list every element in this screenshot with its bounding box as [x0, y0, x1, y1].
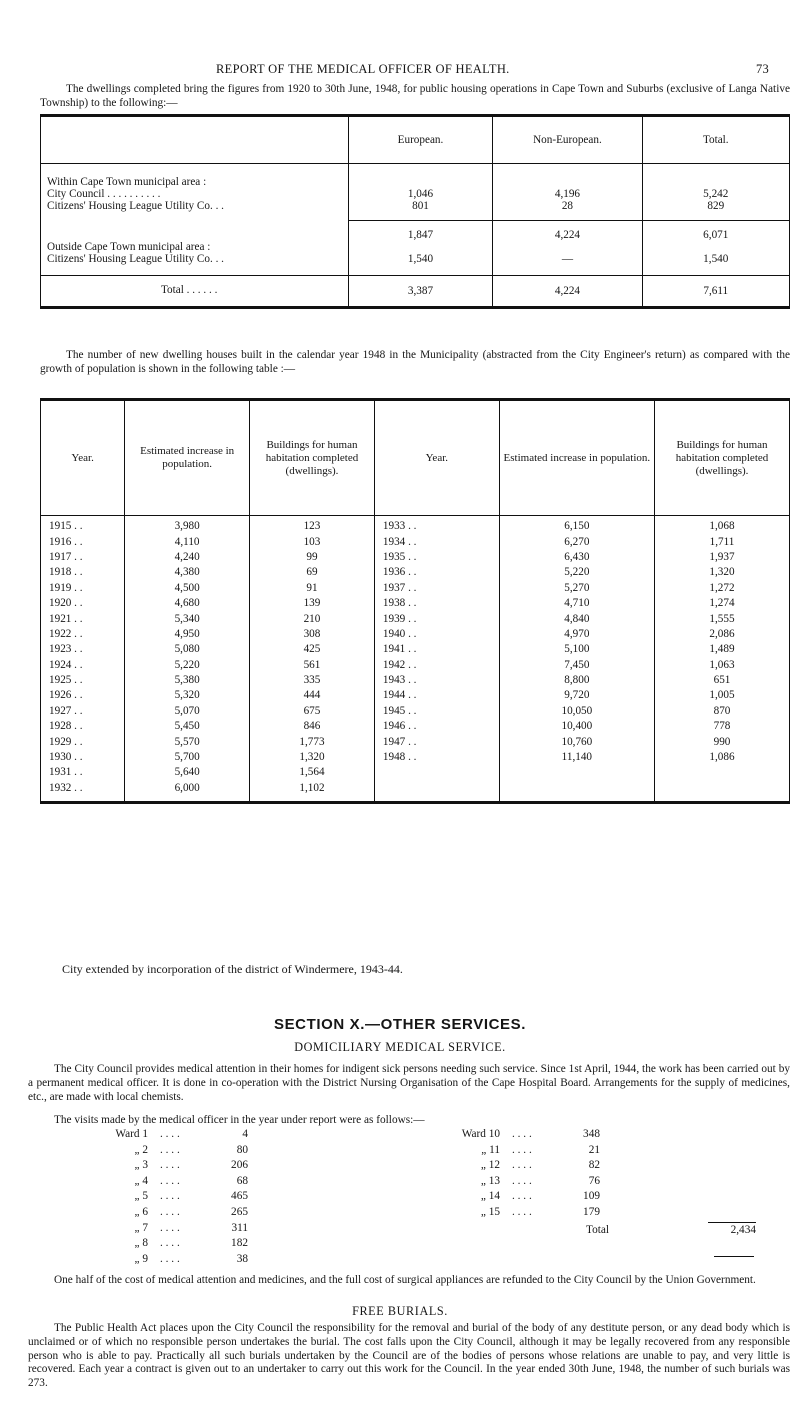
ward-label: „ 5: [134, 1190, 148, 1203]
row-label: Citizens' Housing League Utility Co. . .: [47, 200, 224, 213]
list-item: [88, 1205, 248, 1221]
value-cell: 5,320: [125, 688, 250, 703]
list-item: [440, 1174, 600, 1190]
table-row: [41, 658, 790, 673]
ward-value: 465: [231, 1190, 248, 1203]
table-row: [41, 253, 790, 276]
list-item: [88, 1127, 248, 1143]
ward-value: 182: [231, 1237, 248, 1250]
list-item: [440, 1158, 600, 1174]
value-cell: 5,450: [125, 719, 250, 734]
year-cell: 1930 . .: [49, 751, 83, 764]
value-cell: [499, 765, 654, 780]
cell: 7,611: [642, 276, 789, 308]
col-european: European.: [348, 116, 493, 164]
leader-dots: . . . .: [512, 1174, 532, 1187]
list-item: [88, 1143, 248, 1159]
year-cell: 1927 . .: [49, 704, 83, 717]
value-cell: 103: [250, 534, 375, 549]
value-cell: 651: [654, 673, 789, 688]
cell: 28: [493, 200, 642, 221]
subsection-domiciliary: DOMICILIARY MEDICAL SERVICE.: [294, 1040, 506, 1054]
year-cell: 1942 . .: [374, 658, 499, 673]
table-row: [41, 719, 790, 734]
list-item: [440, 1205, 600, 1221]
value-cell: 1,564: [250, 765, 375, 780]
list-item: [440, 1143, 600, 1159]
table-row: [41, 611, 790, 626]
section-title: SECTION X.—OTHER SERVICES.: [273, 1016, 527, 1033]
value-cell: 1,005: [654, 688, 789, 703]
subsection-free-burials: FREE BURIALS.: [352, 1304, 448, 1318]
value-cell: 3,980: [125, 516, 250, 535]
value-cell: 5,220: [499, 565, 654, 580]
value-cell: 5,080: [125, 642, 250, 657]
leader-dots: . . . .: [512, 1128, 532, 1140]
domiciliary-paragraph: The City Council provides medical attention in their homes for indigent sick persons needing such service. Since 1st April, 1944, the work has been carried out by a permanent medical officer. It is done in co-operation with the District Nursing Organisation of the Cape Hospital Board. Arrangements for the supply of medicines, etc., are made with local chemists.: [28, 1063, 790, 1104]
leader-dots: . . . .: [160, 1221, 180, 1234]
cell: 1,847: [348, 221, 493, 242]
leader-dots: . . . .: [160, 1159, 180, 1172]
value-cell: 4,500: [125, 581, 250, 596]
list-item: [88, 1158, 248, 1174]
year-cell: 1929 . .: [49, 735, 83, 748]
public-housing-table: [40, 114, 790, 309]
value-cell: 1,489: [654, 642, 789, 657]
col-increase-2: Estimated increase in population.: [499, 400, 654, 516]
ward-label: Ward 10: [461, 1128, 500, 1140]
ward-value: 68: [236, 1174, 248, 1187]
table-row: [41, 565, 790, 580]
cell: 801: [348, 200, 493, 221]
cell: 4,196: [493, 188, 642, 200]
table-row: [41, 765, 790, 780]
year-cell: 1922 . .: [49, 627, 83, 640]
list-item: [88, 1221, 248, 1237]
value-cell: 10,050: [499, 704, 654, 719]
leader-dots: . . . .: [160, 1174, 180, 1187]
year-cell: 1926 . .: [49, 689, 83, 702]
ward-label: „ 13: [480, 1174, 500, 1187]
ward-value: 179: [583, 1205, 600, 1218]
row-label: City Council . . . . . . . . . .: [47, 188, 161, 200]
value-cell: 1,068: [654, 516, 789, 535]
year-cell: 1934 . .: [374, 534, 499, 549]
ward-value: 311: [231, 1221, 248, 1234]
wards-right-list: [440, 1127, 600, 1221]
col-year: Year.: [41, 400, 125, 516]
value-cell: 335: [250, 673, 375, 688]
ward-value: 4: [242, 1128, 248, 1140]
value-cell: 675: [250, 704, 375, 719]
value-cell: 1,102: [250, 781, 375, 803]
list-item: [88, 1236, 248, 1252]
year-cell: 1916 . .: [49, 535, 83, 548]
value-cell: 5,640: [125, 765, 250, 780]
value-cell: 5,340: [125, 611, 250, 626]
value-cell: 8,800: [499, 673, 654, 688]
ward-label: „ 3: [134, 1159, 148, 1172]
burials-paragraph: The Public Health Act places upon the City Council the responsibility for the removal and burial of the body of any destitute person, or any dead body which is unclaimed or of which no responsible person undertakes the burial. The cost falls upon the City Council, although it may be legally recovered from any responsible person who is able to pay. Practically all such burials undertaken by the Council are of the bodies of persons whose relations are unable to pay, and very little is recovered. Each year a contract is given out to an undertaker to carry out this work for the Council. In the year ended 30th June, 1948, the number of such burials was 273.: [28, 1322, 790, 1390]
year-cell: 1941 . .: [374, 642, 499, 657]
visits-intro: The visits made by the medical officer in the year under report were as follows:—: [54, 1114, 425, 1126]
value-cell: 425: [250, 642, 375, 657]
value-cell: 4,840: [499, 611, 654, 626]
value-cell: 1,063: [654, 658, 789, 673]
cell: 4,224: [493, 276, 642, 308]
second-paragraph: The number of new dwelling houses built in the calendar year 1948 in the Municipality (abstracted from the City Engineer's return) as compared with the growth of population is shown in the following table :—: [40, 349, 790, 376]
cell: 829: [642, 200, 789, 221]
col-year-2: Year.: [374, 400, 499, 516]
total-rule: [708, 1222, 756, 1223]
table-row: [41, 642, 790, 657]
year-cell: 1948 . .: [374, 750, 499, 765]
year-cell: [374, 765, 499, 780]
ward-label: „ 2: [134, 1143, 148, 1156]
value-cell: 123: [250, 516, 375, 535]
within-heading: Within Cape Town municipal area :: [47, 176, 207, 188]
value-cell: 4,680: [125, 596, 250, 611]
table-row: [41, 596, 790, 611]
table-header-row: [41, 400, 790, 516]
ward-label: „ 11: [481, 1143, 500, 1156]
value-cell: 6,000: [125, 781, 250, 803]
year-cell: 1945 . .: [374, 704, 499, 719]
ward-value: 265: [231, 1205, 248, 1218]
value-cell: 561: [250, 658, 375, 673]
leader-dots: . . . .: [512, 1143, 532, 1156]
col-buildings-2: Buildings for human habitation completed (dwellings).: [654, 400, 789, 516]
year-cell: 1931 . .: [49, 766, 83, 779]
year-cell: 1938 . .: [374, 596, 499, 611]
year-cell: 1918 . .: [49, 566, 83, 579]
table-header-row: [41, 116, 790, 164]
table-row: [41, 781, 790, 803]
col-increase: Estimated increase in population.: [125, 400, 250, 516]
value-cell: 210: [250, 611, 375, 626]
page-number: 73: [756, 62, 770, 76]
value-cell: 1,086: [654, 750, 789, 765]
total-label: Total . . . . . .: [41, 276, 349, 308]
value-cell: 4,110: [125, 534, 250, 549]
table-row: [41, 750, 790, 765]
leader-dots: . . . .: [160, 1190, 180, 1203]
year-cell: 1915 . .: [49, 520, 83, 533]
value-cell: 870: [654, 704, 789, 719]
value-cell: 4,970: [499, 627, 654, 642]
value-cell: 139: [250, 596, 375, 611]
value-cell: [499, 781, 654, 803]
ward-label: „ 14: [480, 1190, 500, 1203]
year-cell: 1935 . .: [374, 550, 499, 565]
list-item: [88, 1174, 248, 1190]
year-cell: 1947 . .: [374, 734, 499, 749]
value-cell: 1,320: [250, 750, 375, 765]
ward-value: 21: [588, 1143, 600, 1156]
value-cell: 4,950: [125, 627, 250, 642]
running-title: REPORT OF THE MEDICAL OFFICER OF HEALTH.: [216, 62, 510, 76]
value-cell: 6,270: [499, 534, 654, 549]
table-row: [41, 550, 790, 565]
value-cell: 1,555: [654, 611, 789, 626]
year-cell: 1943 . .: [374, 673, 499, 688]
value-cell: 7,450: [499, 658, 654, 673]
leader-dots: . . . .: [160, 1252, 180, 1265]
value-cell: 778: [654, 719, 789, 734]
col-buildings: Buildings for human habitation completed (dwellings).: [250, 400, 375, 516]
footnote: City extended by incorporation of the district of Windermere, 1943-44.: [62, 962, 403, 976]
value-cell: 5,700: [125, 750, 250, 765]
value-cell: 1,937: [654, 550, 789, 565]
year-cell: 1933 . .: [374, 516, 499, 535]
value-cell: 5,270: [499, 581, 654, 596]
col-non-european: Non-European.: [493, 116, 642, 164]
ward-label: „ 4: [134, 1174, 148, 1187]
value-cell: 2,086: [654, 627, 789, 642]
value-cell: 308: [250, 627, 375, 642]
table-row: [41, 534, 790, 549]
row-label: Citizens' Housing League Utility Co. . .: [47, 253, 224, 265]
value-cell: 10,760: [499, 734, 654, 749]
value-cell: 69: [250, 565, 375, 580]
cell: 1,540: [642, 253, 789, 276]
cell: 1,540: [348, 253, 493, 276]
ward-label: „ 6: [134, 1205, 148, 1218]
leader-dots: . . . .: [512, 1190, 532, 1203]
leader-dots: . . . .: [160, 1237, 180, 1250]
list-item: [440, 1127, 600, 1143]
ward-label: „ 15: [480, 1205, 500, 1218]
year-cell: 1919 . .: [49, 581, 83, 594]
cell: 6,071: [642, 221, 789, 242]
cell: 1,046: [348, 188, 493, 200]
ward-label: „ 8: [134, 1237, 148, 1250]
list-item: [88, 1189, 248, 1205]
table-row: [41, 516, 790, 535]
leader-dots: . . . .: [512, 1159, 532, 1172]
table-row: [41, 704, 790, 719]
year-cell: 1940 . .: [374, 627, 499, 642]
total-underline: [714, 1256, 754, 1257]
ward-label: „ 9: [134, 1252, 148, 1265]
table-row: [41, 581, 790, 596]
year-cell: 1928 . .: [49, 720, 83, 733]
outside-heading: Outside Cape Town municipal area :: [47, 241, 211, 253]
ward-value: 38: [236, 1252, 248, 1265]
wards-total: [586, 1224, 756, 1236]
refund-paragraph: One half of the cost of medical attention and medicines, and the full cost of surgical appliances are refunded to the City Council by the Union Government.: [54, 1274, 756, 1286]
wards-total-value: 2,434: [730, 1224, 756, 1236]
year-cell: 1944 . .: [374, 688, 499, 703]
value-cell: 1,274: [654, 596, 789, 611]
value-cell: 1,773: [250, 734, 375, 749]
cell: 3,387: [348, 276, 493, 308]
value-cell: 4,380: [125, 565, 250, 580]
dwellings-population-table: [40, 398, 790, 804]
year-cell: 1920 . .: [49, 597, 83, 610]
value-cell: 4,240: [125, 550, 250, 565]
ward-value: 206: [231, 1159, 248, 1172]
value-cell: 990: [654, 734, 789, 749]
table-row: [41, 627, 790, 642]
value-cell: 9,720: [499, 688, 654, 703]
value-cell: 846: [250, 719, 375, 734]
ward-value: 82: [588, 1159, 600, 1172]
ward-label: „ 12: [480, 1159, 500, 1172]
ward-label: „ 7: [134, 1221, 148, 1234]
leader-dots: . . . .: [160, 1143, 180, 1156]
year-cell: 1925 . .: [49, 674, 83, 687]
ward-value: 348: [583, 1128, 600, 1140]
year-cell: 1936 . .: [374, 565, 499, 580]
year-cell: 1939 . .: [374, 611, 499, 626]
value-cell: 1,711: [654, 534, 789, 549]
year-cell: 1937 . .: [374, 581, 499, 596]
value-cell: 11,140: [499, 750, 654, 765]
value-cell: [654, 765, 789, 780]
value-cell: 4,710: [499, 596, 654, 611]
value-cell: 5,380: [125, 673, 250, 688]
wards-left-list: [88, 1127, 248, 1267]
total-row: [41, 276, 790, 308]
year-cell: 1932 . .: [49, 781, 83, 794]
year-cell: 1924 . .: [49, 658, 83, 671]
value-cell: 5,570: [125, 734, 250, 749]
year-cell: [374, 781, 499, 803]
intro-paragraph: The dwellings completed bring the figures from 1920 to 30th June, 1948, for public housing operations in Cape Town and Suburbs (exclusive of Langa Native Township) to the following:—: [40, 83, 790, 110]
wards-total-label: Total: [586, 1224, 610, 1236]
list-item: [440, 1189, 600, 1205]
leader-dots: . . . .: [160, 1128, 180, 1140]
value-cell: 5,100: [499, 642, 654, 657]
table-row: [41, 688, 790, 703]
leader-dots: . . . .: [512, 1205, 532, 1218]
year-cell: 1923 . .: [49, 643, 83, 656]
col-total: Total.: [642, 116, 789, 164]
value-cell: 444: [250, 688, 375, 703]
value-cell: 1,320: [654, 565, 789, 580]
ward-value: 76: [588, 1174, 600, 1187]
leader-dots: . . . .: [160, 1205, 180, 1218]
year-cell: 1917 . .: [49, 550, 83, 563]
cell: 5,242: [642, 188, 789, 200]
value-cell: 6,150: [499, 516, 654, 535]
value-cell: 10,400: [499, 719, 654, 734]
table-row: [41, 734, 790, 749]
cell: 4,224: [493, 221, 642, 242]
ward-value: 80: [236, 1143, 248, 1156]
value-cell: 99: [250, 550, 375, 565]
list-item: [88, 1252, 248, 1268]
value-cell: 5,220: [125, 658, 250, 673]
table-row: [41, 188, 790, 200]
year-cell: 1921 . .: [49, 612, 83, 625]
ward-value: 109: [583, 1190, 600, 1203]
ward-label: Ward 1: [115, 1128, 148, 1140]
subtotal-row: [41, 221, 790, 242]
value-cell: 5,070: [125, 704, 250, 719]
table-row: [41, 673, 790, 688]
year-cell: 1946 . .: [374, 719, 499, 734]
value-cell: [654, 781, 789, 803]
value-cell: 1,272: [654, 581, 789, 596]
cell: —: [493, 253, 642, 276]
value-cell: 6,430: [499, 550, 654, 565]
value-cell: 91: [250, 581, 375, 596]
table-row: [41, 200, 790, 221]
